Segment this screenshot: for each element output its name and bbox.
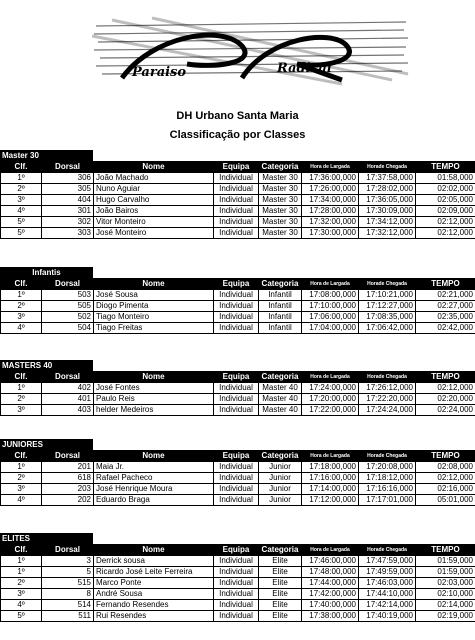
cell-nome: Eduardo Braga <box>94 495 214 506</box>
cell-dorsal: 5 <box>42 567 94 578</box>
column-header-nome: Nome <box>94 279 214 290</box>
cell-dorsal: 403 <box>42 405 94 416</box>
column-header-cls: Clf. <box>1 451 42 462</box>
cell-chegada: 17:18:12,000 <box>359 473 416 484</box>
section-title: ELITES <box>0 533 93 544</box>
column-header-chegada: Horade Chegada <box>359 451 416 462</box>
cell-largada: 17:10:00,000 <box>302 301 359 312</box>
cell-largada: 17:20:00,000 <box>302 394 359 405</box>
column-header-tempo: TEMPO <box>416 162 475 173</box>
table-row <box>1 394 475 405</box>
cell-tempo: 02:42,000 <box>416 323 475 334</box>
cell-chegada: 17:10:21,000 <box>359 290 416 301</box>
cell-nome: José Monteiro <box>94 228 214 239</box>
column-header-equipa: Equipa <box>214 451 259 462</box>
cell-categoria: Elite <box>259 600 302 611</box>
cell-cls: 2º <box>1 301 42 312</box>
cell-dorsal: 504 <box>42 323 94 334</box>
cell-largada: 17:28:00,000 <box>302 206 359 217</box>
table-row <box>1 228 475 239</box>
cell-chegada: 17:17:01,000 <box>359 495 416 506</box>
cell-equipa: Individual <box>214 173 259 184</box>
table-header-row <box>1 451 475 462</box>
column-header-cls: Clf. <box>1 545 42 556</box>
column-header-cls: Clf. <box>1 372 42 383</box>
cell-chegada: 17:42:14,000 <box>359 600 416 611</box>
cell-nome: helder Medeiros <box>94 405 214 416</box>
column-header-categoria: Categoria <box>259 451 302 462</box>
cell-categoria: Master 40 <box>259 394 302 405</box>
cell-tempo: 02:05,000 <box>416 195 475 206</box>
column-header-chegada: Horade Chegada <box>359 545 416 556</box>
cell-equipa: Individual <box>214 484 259 495</box>
cell-tempo: 02:10,000 <box>416 589 475 600</box>
cell-equipa: Individual <box>214 206 259 217</box>
cell-chegada: 17:30:09,000 <box>359 206 416 217</box>
cell-categoria: Junior <box>259 495 302 506</box>
cell-cls: 1º <box>1 173 42 184</box>
cell-equipa: Individual <box>214 462 259 473</box>
column-header-nome: Nome <box>94 162 214 173</box>
cell-largada: 17:06:00,000 <box>302 312 359 323</box>
cell-chegada: 17:20:08,000 <box>359 462 416 473</box>
cell-cls: 4º <box>1 495 42 506</box>
cell-equipa: Individual <box>214 495 259 506</box>
cell-cls: 5º <box>1 228 42 239</box>
cell-cls: 2º <box>1 394 42 405</box>
column-header-cls: Clf. <box>1 162 42 173</box>
cell-cls: 3º <box>1 195 42 206</box>
table-header-row <box>1 279 475 290</box>
section-4 <box>0 439 475 506</box>
cell-dorsal: 8 <box>42 589 94 600</box>
cell-nome: Marco Ponte <box>94 578 214 589</box>
cell-dorsal: 502 <box>42 312 94 323</box>
cell-categoria: Master 30 <box>259 184 302 195</box>
cell-largada: 17:48:00,000 <box>302 567 359 578</box>
column-header-dorsal: Dorsal <box>42 162 94 173</box>
cell-nome: João Bairos <box>94 206 214 217</box>
cell-categoria: Elite <box>259 556 302 567</box>
cell-tempo: 01:59,000 <box>416 567 475 578</box>
section-3 <box>0 360 475 416</box>
table-header-row <box>1 162 475 173</box>
cell-cls: 1º <box>1 462 42 473</box>
table-row <box>1 173 475 184</box>
column-header-tempo: TEMPO <box>416 279 475 290</box>
cell-tempo: 02:12,000 <box>416 228 475 239</box>
cell-cls: 1º <box>1 290 42 301</box>
column-header-chegada: Horade Chegada <box>359 162 416 173</box>
cell-largada: 17:42:00,000 <box>302 589 359 600</box>
cell-equipa: Individual <box>214 556 259 567</box>
section-1 <box>0 150 475 239</box>
cell-nome: Ricardo José Leite Ferreira <box>94 567 214 578</box>
cell-cls: 1º <box>1 383 42 394</box>
cell-tempo: 02:12,000 <box>416 473 475 484</box>
cell-equipa: Individual <box>214 600 259 611</box>
cell-chegada: 17:06:42,000 <box>359 323 416 334</box>
column-header-categoria: Categoria <box>259 162 302 173</box>
cell-equipa: Individual <box>214 301 259 312</box>
cell-categoria: Master 30 <box>259 173 302 184</box>
column-header-largada: Hora de Largada <box>302 545 359 556</box>
cell-dorsal: 503 <box>42 290 94 301</box>
column-header-largada: Hora de Largada <box>302 162 359 173</box>
cell-categoria: Infantil <box>259 290 302 301</box>
page-title: DH Urbano Santa Maria <box>176 110 299 122</box>
cell-largada: 17:24:00,000 <box>302 383 359 394</box>
table-header-row <box>1 545 475 556</box>
cell-tempo: 02:02,000 <box>416 184 475 195</box>
cell-chegada: 17:37:58,000 <box>359 173 416 184</box>
cell-tempo: 01:59,000 <box>416 556 475 567</box>
column-header-tempo: TEMPO <box>416 545 475 556</box>
cell-chegada: 17:28:02,000 <box>359 184 416 195</box>
cell-chegada: 17:12:27,000 <box>359 301 416 312</box>
results-table <box>0 450 475 506</box>
table-row <box>1 473 475 484</box>
table-row <box>1 195 475 206</box>
cell-dorsal: 201 <box>42 462 94 473</box>
cell-equipa: Individual <box>214 567 259 578</box>
cell-tempo: 02:14,000 <box>416 600 475 611</box>
cell-tempo: 02:24,000 <box>416 405 475 416</box>
table-row <box>1 589 475 600</box>
cell-chegada: 17:40:19,000 <box>359 611 416 622</box>
column-header-categoria: Categoria <box>259 279 302 290</box>
cell-tempo: 02:12,000 <box>416 383 475 394</box>
results-table <box>0 161 475 239</box>
cell-cls: 3º <box>1 312 42 323</box>
cell-nome: João Machado <box>94 173 214 184</box>
cell-nome: Derrick sousa <box>94 556 214 567</box>
column-header-chegada: Horade Chegada <box>359 279 416 290</box>
table-row <box>1 462 475 473</box>
cell-tempo: 02:27,000 <box>416 301 475 312</box>
column-header-tempo: TEMPO <box>416 451 475 462</box>
cell-dorsal: 301 <box>42 206 94 217</box>
cell-cls: 3º <box>1 405 42 416</box>
cell-nome: Paulo Reis <box>94 394 214 405</box>
table-row <box>1 556 475 567</box>
table-row <box>1 383 475 394</box>
cell-categoria: Infantil <box>259 323 302 334</box>
cell-tempo: 02:16,000 <box>416 484 475 495</box>
cell-dorsal: 404 <box>42 195 94 206</box>
cell-chegada: 17:32:12,000 <box>359 228 416 239</box>
cell-largada: 17:32:00,000 <box>302 217 359 228</box>
cell-nome: José Fontes <box>94 383 214 394</box>
cell-largada: 17:30:00,000 <box>302 228 359 239</box>
section-2 <box>0 267 475 334</box>
cell-categoria: Infantil <box>259 312 302 323</box>
cell-cls: 1º <box>1 556 42 567</box>
cell-nome: Tiago Freitas <box>94 323 214 334</box>
cell-largada: 17:14:00,000 <box>302 484 359 495</box>
cell-equipa: Individual <box>214 217 259 228</box>
cell-equipa: Individual <box>214 394 259 405</box>
cell-largada: 17:44:00,000 <box>302 578 359 589</box>
section-title: Master 30 <box>0 150 93 161</box>
cell-equipa: Individual <box>214 312 259 323</box>
cell-chegada: 17:24:24,000 <box>359 405 416 416</box>
cell-tempo: 02:09,000 <box>416 206 475 217</box>
table-row <box>1 290 475 301</box>
cell-categoria: Master 30 <box>259 195 302 206</box>
cell-dorsal: 514 <box>42 600 94 611</box>
table-row <box>1 206 475 217</box>
cell-tempo: 02:08,000 <box>416 462 475 473</box>
cell-cls: 4º <box>1 206 42 217</box>
cell-nome: Hugo Carvalho <box>94 195 214 206</box>
column-header-categoria: Categoria <box>259 545 302 556</box>
cell-nome: André Sousa <box>94 589 214 600</box>
cell-largada: 17:40:00,000 <box>302 600 359 611</box>
table-row <box>1 484 475 495</box>
cell-nome: Tiago Monteiro <box>94 312 214 323</box>
cell-chegada: 17:22:20,000 <box>359 394 416 405</box>
table-row <box>1 301 475 312</box>
column-header-nome: Nome <box>94 372 214 383</box>
cell-chegada: 17:36:05,000 <box>359 195 416 206</box>
column-header-equipa: Equipa <box>214 372 259 383</box>
column-header-cls: Clf. <box>1 279 42 290</box>
cell-nome: José Sousa <box>94 290 214 301</box>
table-row <box>1 405 475 416</box>
cell-dorsal: 511 <box>42 611 94 622</box>
cell-tempo: 01:58,000 <box>416 173 475 184</box>
cell-largada: 17:36:00,000 <box>302 173 359 184</box>
column-header-tempo: TEMPO <box>416 372 475 383</box>
results-table <box>0 278 475 334</box>
cell-categoria: Elite <box>259 567 302 578</box>
svg-text:Paraiso: Paraiso <box>132 65 187 80</box>
cell-cls: 5º <box>1 611 42 622</box>
table-row <box>1 323 475 334</box>
cell-cls: 2º <box>1 184 42 195</box>
column-header-categoria: Categoria <box>259 372 302 383</box>
cell-dorsal: 401 <box>42 394 94 405</box>
cell-nome: Fernando Resendes <box>94 600 214 611</box>
cell-dorsal: 515 <box>42 578 94 589</box>
cell-largada: 17:18:00,000 <box>302 462 359 473</box>
cell-categoria: Junior <box>259 473 302 484</box>
column-header-equipa: Equipa <box>214 279 259 290</box>
cell-equipa: Individual <box>214 405 259 416</box>
cell-categoria: Master 30 <box>259 228 302 239</box>
cell-largada: 17:38:00,000 <box>302 611 359 622</box>
column-header-largada: Hora de Largada <box>302 451 359 462</box>
cell-tempo: 02:35,000 <box>416 312 475 323</box>
cell-equipa: Individual <box>214 323 259 334</box>
section-title: JUNIORES <box>0 439 93 450</box>
cell-dorsal: 202 <box>42 495 94 506</box>
cell-nome: Rui Resendes <box>94 611 214 622</box>
cell-categoria: Junior <box>259 462 302 473</box>
page-subtitle: Classificação por Classes <box>169 129 306 141</box>
table-row <box>1 184 475 195</box>
cell-tempo: 02:12,000 <box>416 217 475 228</box>
cell-tempo: 02:21,000 <box>416 290 475 301</box>
cell-dorsal: 505 <box>42 301 94 312</box>
cell-largada: 17:22:00,000 <box>302 405 359 416</box>
cell-nome: Diogo Pimenta <box>94 301 214 312</box>
column-header-equipa: Equipa <box>214 162 259 173</box>
cell-equipa: Individual <box>214 383 259 394</box>
cell-chegada: 17:44:10,000 <box>359 589 416 600</box>
section-title: MASTERS 40 <box>0 360 93 371</box>
cell-largada: 17:16:00,000 <box>302 473 359 484</box>
table-row <box>1 217 475 228</box>
cell-equipa: Individual <box>214 473 259 484</box>
cell-cls: 3º <box>1 484 42 495</box>
cell-categoria: Infantil <box>259 301 302 312</box>
cell-nome: Rafael Pacheco <box>94 473 214 484</box>
cell-chegada: 17:46:03,000 <box>359 578 416 589</box>
cell-dorsal: 618 <box>42 473 94 484</box>
section-title: Infantis <box>0 267 93 278</box>
column-header-dorsal: Dorsal <box>42 451 94 462</box>
cell-categoria: Elite <box>259 589 302 600</box>
column-header-largada: Hora de Largada <box>302 279 359 290</box>
cell-cls: 5º <box>1 217 42 228</box>
column-header-nome: Nome <box>94 451 214 462</box>
cell-equipa: Individual <box>214 228 259 239</box>
cell-nome: Vitor Monteiro <box>94 217 214 228</box>
cell-dorsal: 302 <box>42 217 94 228</box>
cell-largada: 17:04:00,000 <box>302 323 359 334</box>
cell-nome: José Henrique Moura <box>94 484 214 495</box>
cell-tempo: 02:20,000 <box>416 394 475 405</box>
table-row <box>1 600 475 611</box>
cell-categoria: Junior <box>259 484 302 495</box>
cell-chegada: 17:47:59,000 <box>359 556 416 567</box>
results-table <box>0 544 475 622</box>
table-row <box>1 312 475 323</box>
cell-chegada: 17:49:59,000 <box>359 567 416 578</box>
cell-categoria: Master 40 <box>259 383 302 394</box>
cell-dorsal: 305 <box>42 184 94 195</box>
column-header-dorsal: Dorsal <box>42 372 94 383</box>
cell-dorsal: 402 <box>42 383 94 394</box>
cell-equipa: Individual <box>214 290 259 301</box>
cell-largada: 17:34:00,000 <box>302 195 359 206</box>
cell-largada: 17:26:00,000 <box>302 184 359 195</box>
column-header-dorsal: Dorsal <box>42 545 94 556</box>
column-header-largada: Hora de Largada <box>302 372 359 383</box>
cell-cls: 3º <box>1 589 42 600</box>
table-row <box>1 567 475 578</box>
cell-equipa: Individual <box>214 184 259 195</box>
cell-dorsal: 306 <box>42 173 94 184</box>
cell-largada: 17:08:00,000 <box>302 290 359 301</box>
cell-chegada: 17:08:35,000 <box>359 312 416 323</box>
table-header-row <box>1 372 475 383</box>
cell-tempo: 05:01,000 <box>416 495 475 506</box>
column-header-nome: Nome <box>94 545 214 556</box>
cell-categoria: Master 40 <box>259 405 302 416</box>
column-header-chegada: Horade Chegada <box>359 372 416 383</box>
cell-chegada: 17:26:12,000 <box>359 383 416 394</box>
cell-largada: 17:46:00,000 <box>302 556 359 567</box>
cell-dorsal: 3 <box>42 556 94 567</box>
cell-categoria: Master 30 <box>259 217 302 228</box>
cell-cls: 2º <box>1 473 42 484</box>
cell-equipa: Individual <box>214 589 259 600</box>
svg-text:Radical: Radical <box>277 61 332 76</box>
cell-tempo: 02:03,000 <box>416 578 475 589</box>
cell-categoria: Elite <box>259 578 302 589</box>
cell-nome: Nuno Aguiar <box>94 184 214 195</box>
section-5 <box>0 533 475 622</box>
table-row <box>1 611 475 622</box>
cell-largada: 17:12:00,000 <box>302 495 359 506</box>
cell-equipa: Individual <box>214 195 259 206</box>
cell-cls: 4º <box>1 323 42 334</box>
cell-chegada: 17:34:12,000 <box>359 217 416 228</box>
cell-tempo: 02:19,000 <box>416 611 475 622</box>
table-row <box>1 495 475 506</box>
cell-cls: 2º <box>1 578 42 589</box>
cell-categoria: Elite <box>259 611 302 622</box>
cell-cls: 4º <box>1 600 42 611</box>
cell-nome: Maia Jr. <box>94 462 214 473</box>
cell-dorsal: 203 <box>42 484 94 495</box>
paraiso-radical-logo <box>92 16 410 86</box>
results-table <box>0 371 475 416</box>
cell-categoria: Master 30 <box>259 206 302 217</box>
column-header-dorsal: Dorsal <box>42 279 94 290</box>
table-row <box>1 578 475 589</box>
cell-equipa: Individual <box>214 611 259 622</box>
cell-cls: 1º <box>1 567 42 578</box>
column-header-equipa: Equipa <box>214 545 259 556</box>
cell-equipa: Individual <box>214 578 259 589</box>
cell-dorsal: 303 <box>42 228 94 239</box>
cell-chegada: 17:16:16,000 <box>359 484 416 495</box>
